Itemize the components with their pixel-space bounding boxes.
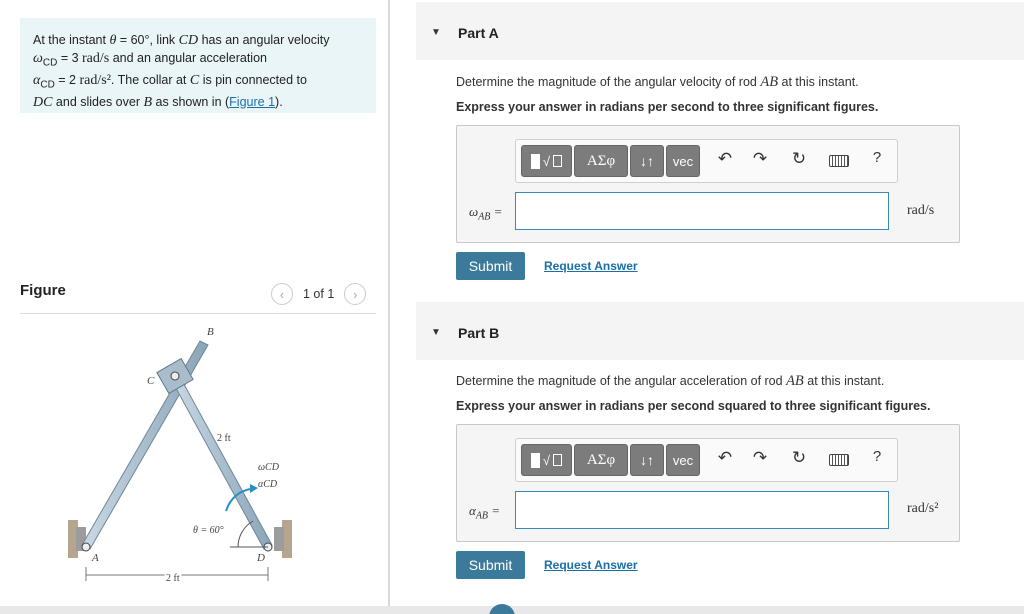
label-len-ad: 2 ft [166,573,180,584]
problem-statement [20,18,376,113]
omega-ab-input[interactable] [515,192,889,230]
label-subscript: AB [478,211,491,223]
label-omega-cd: ωCD [258,462,279,473]
rod-ab-symbol: AB [760,74,779,90]
problem-text: = 2 [54,72,80,87]
label-equals: = [490,204,503,219]
problem-text: is pin connected to [199,72,307,87]
part-a-title: Part A [458,25,499,41]
templates-button[interactable]: √ [521,444,572,476]
label-b: B [207,326,214,338]
math-toolbar [515,139,898,183]
reset-icon[interactable]: ↻ [791,448,807,467]
problem-text: . The collar at [110,72,190,87]
question-text: Determine the magnitude of the angular acceleration of rod [456,374,787,388]
alpha-symbol: α [33,72,41,88]
arrows-button[interactable]: ↓↑ [630,444,664,476]
link-dc-symbol: DC [33,94,53,110]
part-a-question [456,74,859,91]
figure-divider [20,313,376,314]
part-b-submit-button[interactable]: Submit [456,551,525,579]
unit-rad-s2: rad/s² [907,501,939,516]
omega-ab-label [469,204,502,223]
unit-rad-s: rad/s [907,203,935,218]
label-equals: = [488,503,501,518]
problem-text: At the instant [33,33,110,47]
part-b-header[interactable] [416,302,1024,360]
pin-a [82,543,90,551]
label-alpha-cd: αCD [258,479,278,490]
label-c: C [147,375,155,387]
keyboard-icon[interactable] [829,155,849,167]
part-b-question [456,373,884,390]
part-b-instruction: Express your answer in radians per second squared to three significant figures. [456,399,931,413]
rod-ab-symbol: AB [786,373,804,389]
omega-subscript: CD [42,57,58,68]
unit-text: rad/s [82,50,110,66]
label-subscript: AB [475,510,489,522]
keyboard-icon[interactable] [829,454,849,466]
redo-icon[interactable]: ↷ [752,149,768,168]
part-a-request-answer-link[interactable]: Request Answer [544,259,638,273]
chevron-left-icon: ‹ [279,286,285,302]
point-b-symbol: B [143,94,153,110]
part-a-header[interactable] [416,2,1024,60]
support-a [68,520,86,558]
part-a-submit-button[interactable]: Submit [456,252,525,280]
omega-symbol: ω [33,50,43,66]
collar-c-symbol: C [189,72,200,88]
part-b-request-answer-link[interactable]: Request Answer [544,558,638,572]
arrows-button[interactable]: ↓↑ [630,145,664,177]
vec-button[interactable]: vec [666,145,700,177]
undo-icon[interactable]: ↶ [717,448,733,467]
label-len-cd: 2 ft [217,433,231,444]
unit-text: rad/s² [79,72,111,88]
alpha-subscript: CD [40,79,55,90]
vec-button[interactable]: vec [666,444,700,476]
problem-text: and an angular acceleration [109,50,267,65]
next-figure-button[interactable] [344,283,366,305]
question-text: at this instant. [778,75,859,89]
problem-text: = 60°, link [116,33,179,47]
undo-icon[interactable]: ↶ [717,149,733,168]
part-a-answer-box [456,125,960,243]
label-a: A [92,552,99,564]
redo-icon[interactable]: ↷ [752,448,768,467]
arrowhead-icon [250,484,258,493]
reset-icon[interactable]: ↻ [791,149,807,168]
rod-dc [172,377,272,549]
pager-text: 1 of 1 [303,287,335,301]
label-theta: θ = 60° [193,525,224,536]
alpha-ab-label [469,503,500,522]
theta-symbol: θ [109,33,117,48]
help-icon[interactable]: ? [872,149,882,166]
math-toolbar [515,438,898,482]
part-a-instruction: Express your answer in radians per second to three significant figures. [456,100,879,114]
problem-text: as shown in ( [152,94,230,109]
collapse-triangle-icon: ▼ [431,327,441,338]
question-text: Determine the magnitude of the angular velocity of rod [456,75,761,89]
prev-figure-button[interactable] [271,283,293,305]
help-icon[interactable]: ? [872,448,882,465]
figure-pager [271,283,366,305]
figure-link[interactable]: Figure 1 [229,94,276,109]
problem-text: has an angular velocity [198,33,330,47]
figure-title: Figure [20,282,66,299]
part-b-title: Part B [458,325,500,341]
problem-text: = 3 [57,50,83,65]
part-b-answer-box [456,424,960,542]
collapse-triangle-icon: ▼ [431,27,441,38]
mechanism-figure [20,315,376,590]
chevron-right-icon: › [353,286,358,302]
templates-button[interactable]: √ [521,145,572,177]
alpha-ab-input[interactable] [515,491,889,529]
label-d: D [257,552,265,564]
link-cd-symbol: CD [178,33,199,48]
column-divider [388,0,390,606]
greek-button[interactable]: ΑΣφ [574,145,628,177]
question-text: at this instant. [803,374,885,388]
label-symbol: α [469,503,476,518]
label-symbol: ω [469,204,479,219]
support-d [274,520,292,558]
greek-button[interactable]: ΑΣφ [574,444,628,476]
problem-text: and slides over [52,94,144,109]
problem-text: ). [275,94,283,109]
